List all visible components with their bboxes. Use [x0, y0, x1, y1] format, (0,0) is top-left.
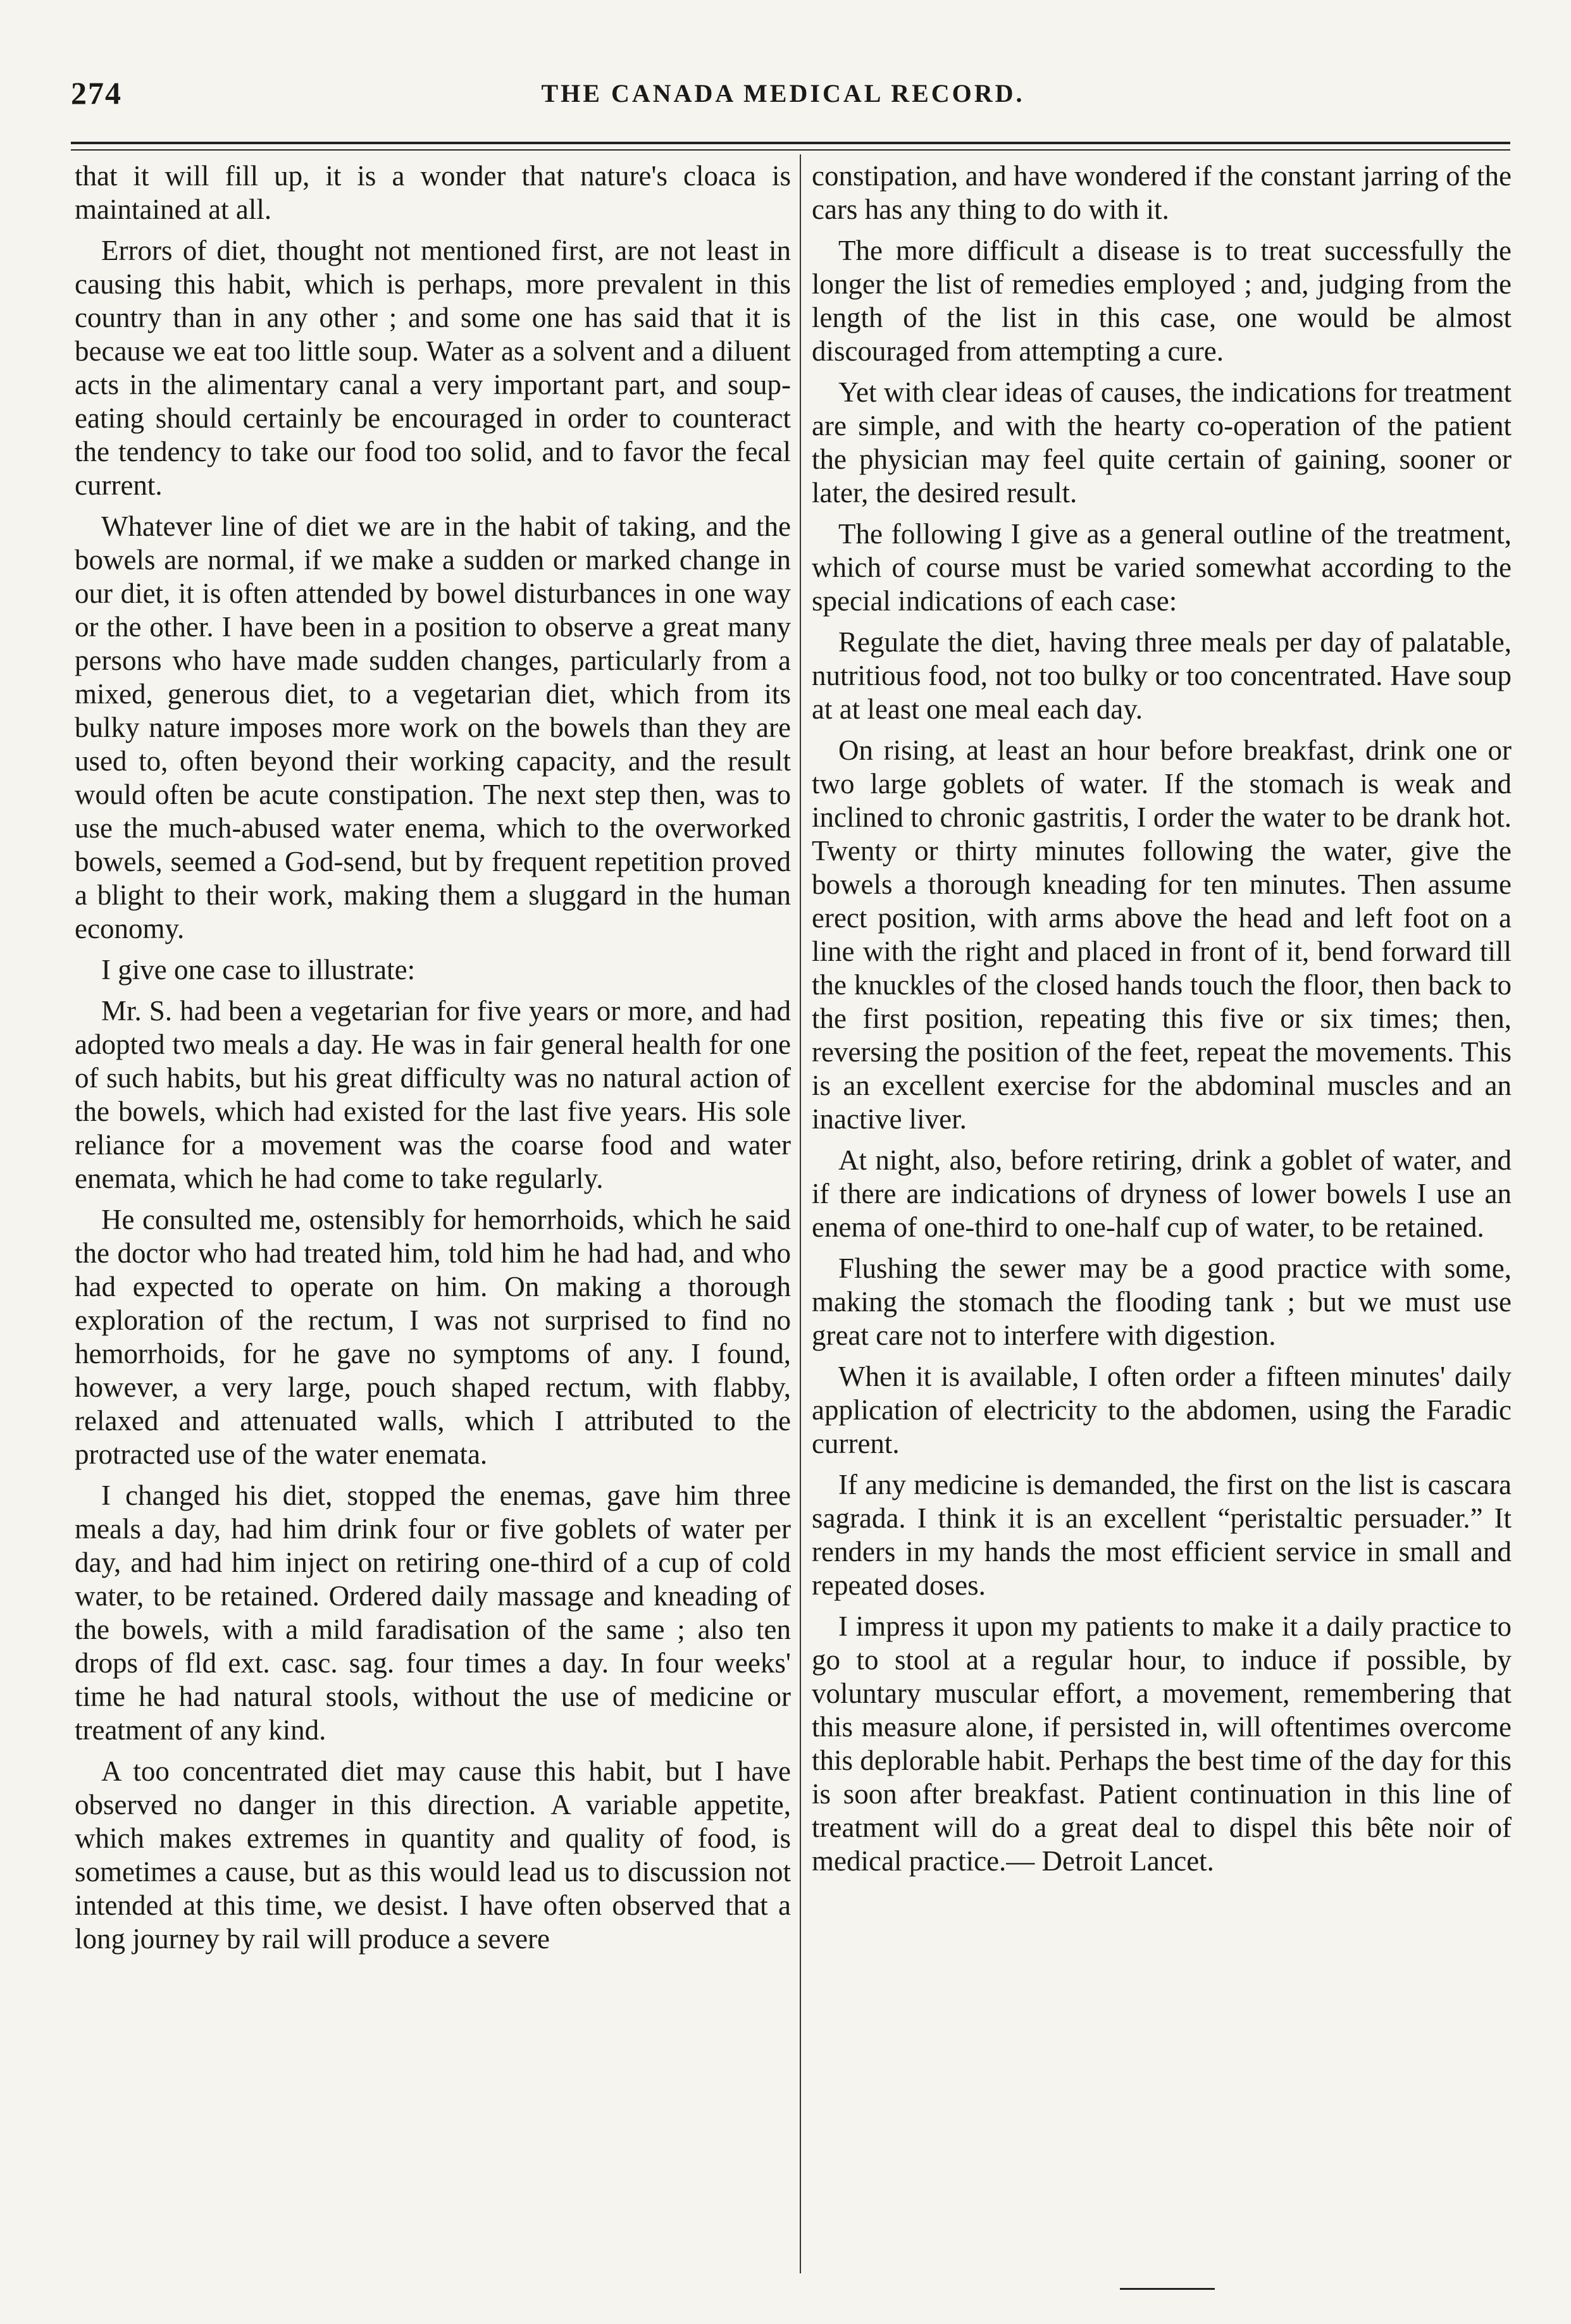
paragraph: Errors of diet, thought not mentioned first, are not least in causing this habit, which is perhaps, more prevalent in this country than in any other ; and some one has said that it is because we eat too little soup. Water as a solvent and a diluent acts in the alimentary canal a very important part, and soup-eating should certainly be encouraged in order to counteract the tendency to take our food too solid, and to favor the fecal current.: [75, 235, 791, 501]
paragraph: I impress it upon my patients to make it a daily practice to go to stool at a regular hour, to induce if possible, by voluntary muscular effort, a movement, remembering that this measure alone, if persisted in, will oftentimes overcome this deplorable habit. Perhaps the best time of the day for this is soon after breakfast. Patient continuation in this line of treatment will do a great deal to dispel this bête noir of medical practice.— Detroit Lancet.: [812, 1610, 1512, 1877]
page-number: 274: [71, 75, 122, 111]
paragraph: Yet with clear ideas of causes, the indications for treatment are simple, and with the hearty co-operation of the patient the physician may feel quite certain of gaining, sooner or later, the desired result.: [812, 376, 1512, 509]
right-column: [812, 159, 1512, 2266]
paragraph: The more difficult a disease is to treat successfully the longer the list of remedies employed ; and, judging from the length of the list in this case, one would be almost discouraged from attempting a cure.: [812, 235, 1512, 367]
paragraph: that it will fill up, it is a wonder that nature's cloaca is maintained at all.: [75, 160, 791, 225]
paragraph: When it is available, I often order a fifteen minutes' daily application of electricity to the abdomen, using the Faradic current.: [812, 1361, 1512, 1459]
header-rule-thin: [71, 149, 1510, 151]
page-header: [71, 75, 1495, 119]
paragraph: Flushing the sewer may be a good practice with some, making the stomach the flooding tank ; but we must use great care not to interfere with digestion.: [812, 1252, 1512, 1351]
paragraph: If any medicine is demanded, the first on the list is cascara sagrada. I think it is an excellent “peristaltic persuader.” It renders in my hands the most efficient service in small and repeated doses.: [812, 1469, 1512, 1601]
paragraph: The following I give as a general outline of the treatment, which of course must be varied somewhat according to the special indications of each case:: [812, 518, 1512, 617]
column-divider: [800, 154, 801, 2273]
paragraph: Mr. S. had been a vegetarian for five years or more, and had adopted two meals a day. He was in fair general health for one of such habits, but his great difficulty was no natural action of the bowels, which had existed for the last five years. His sole reliance for a movement was the coarse food and water enemata, which he had come to take regularly.: [75, 995, 791, 1194]
paragraph: I give one case to illustrate:: [101, 954, 416, 986]
header-rule-thick: [71, 142, 1510, 144]
paragraph: I changed his diet, stopped the enemas, gave him three meals a day, had him drink four or five goblets of water per day, and had him inject on retiring one-third of a cup of cold water, to be retained. Ordered daily massage and kneading of the bowels, with a mild faradisation of the same ; also ten drops of fld ext. casc. sag. four times a day. In four weeks' time he had natural stools, without the use of medicine or treatment of any kind.: [75, 1480, 791, 1746]
paragraph: On rising, at least an hour before breakfast, drink one or two large goblets of water. If the stomach is weak and inclined to chronic gastritis, I order the water to be drank hot. Twenty or thirty minutes following the water, give the bowels a thorough kneading for ten minutes. Then assume erect position, with arms above the head and left foot on a line with the right and placed in front of it, bend forward till the knuckles of the closed hands touch the floor, then back to the first position, repeating this five or six times; then, reversing the position of the feet, repeat the movements. This is an excellent exercise for the abdominal muscles and an inactive liver.: [812, 734, 1512, 1135]
paragraph: He consulted me, ostensibly for hemorrhoids, which he said the doctor who had treated him, told him he had had, and who had expected to operate on him. On making a thorough exploration of the rectum, I was not surprised to find no hemorrhoids, for he gave no symptoms of any. I found, however, a very large, pouch shaped rectum, with flabby, relaxed and attenuated walls, which I attributed to the protracted use of the water enemata.: [75, 1204, 791, 1470]
paragraph: A too concentrated diet may cause this habit, but I have observed no danger in this direction. A variable appetite, which makes extremes in quantity and quality of food, is sometimes a cause, but as this would lead us to discussion not intended at this time, we desist. I have often observed that a long journey by rail will produce a severe: [75, 1755, 791, 1955]
paragraph: Whatever line of diet we are in the habit of taking, and the bowels are normal, if we make a sudden or marked change in our diet, it is often attended by bowel disturbances in one way or the other. I have been in a position to observe a great many persons who have made sudden changes, particularly from a mixed, generous diet, to a vegetarian diet, which from its bulky nature imposes more work on the bowels than they are used to, often beyond their working capacity, and the result would often be acute constipation. The next step then, was to use the much-abused water enema, which to the overworked bowels, seemed a God-send, but by frequent repetition proved a blight to their work, making them a sluggard in the human economy.: [75, 510, 791, 944]
paragraph: constipation, and have wondered if the constant jarring of the cars has any thing to do with it.: [812, 160, 1512, 225]
paragraph: At night, also, before retiring, drink a goblet of water, and if there are indications of dryness of lower bowels I use an enema of one-third to one-half cup of water, to be retained.: [812, 1144, 1512, 1243]
running-title: THE CANADA MEDICAL RECORD.: [541, 79, 1025, 108]
left-column: [75, 159, 791, 2266]
end-rule: [1120, 2288, 1215, 2290]
paragraph: Regulate the diet, having three meals per day of palatable, nutritious food, not too bulky or too concentrated. Have soup at at least one meal each day.: [812, 626, 1512, 725]
